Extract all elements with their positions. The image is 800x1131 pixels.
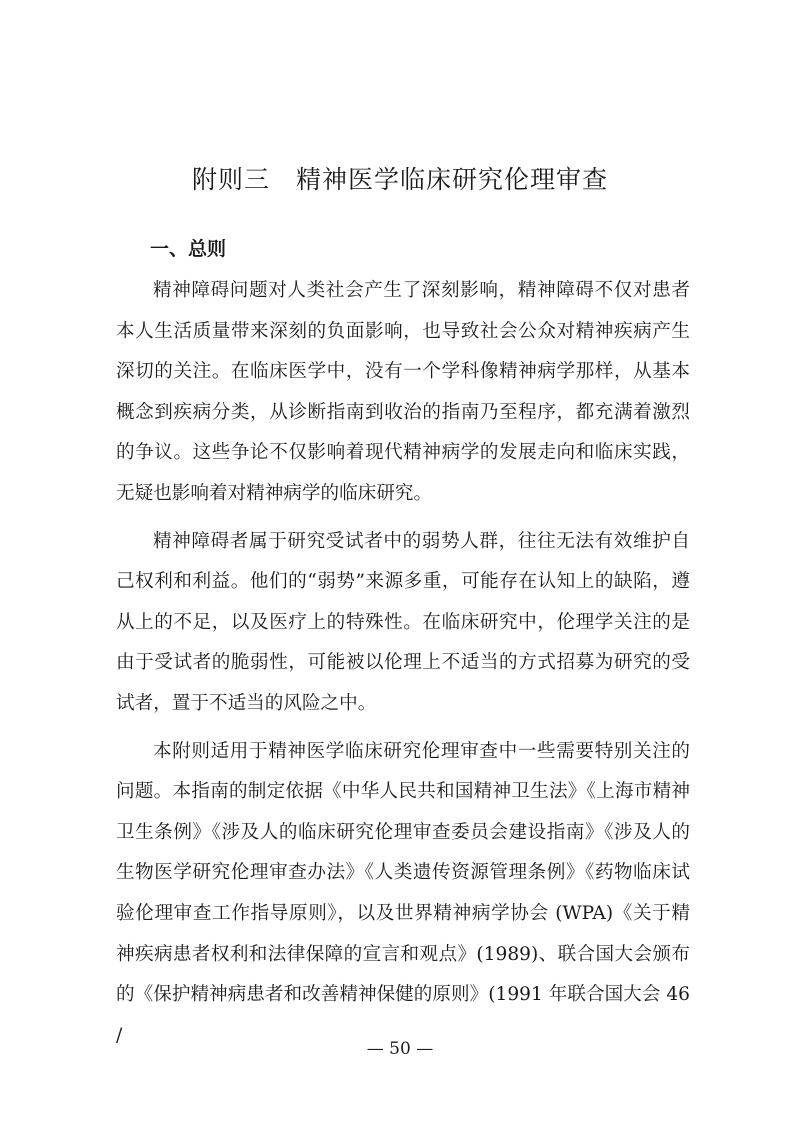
document-body: [116, 227, 690, 1063]
paragraph-1: 精神障碍问题对人类社会产生了深刻影响，精神障碍不仅对患者本人生活质量带来深刻的负面影响，也导致社会公众对精神疾病产生深切的关注。在临床医学中，没有一个学科像精神病学那样，从基本概念到疾病分类，从诊断指南到收治的指南乃至程序，都充满着激烈的争议。这些争论不仅影响着现代精神病学的发展走向和临床实践，无疑也影响着对精神病学的临床研究。: [116, 280, 690, 504]
section-heading: 一、总则: [150, 238, 227, 260]
page-number: — 50 —: [366, 1039, 434, 1059]
paragraph-3: 本附则适用于精神医学临床研究伦理审查中一些需要特别关注的问题。本指南的制定依据《中华人民共和国精神卫生法》《上海市精神卫生条例》《涉及人的临床研究伦理审查委员会建设指南》《涉及人的生物医学研究伦理审查办法》《人类遗传资源管理条例》《药物临床试验伦理审查工作指导原则》，以及世界精神病学协会 (WPA)《关于精神疾病患者权利和法律保障的宣言和观点》(1989)、联合国大会颁布的《保护精神病患者和改善精神保健的原则》(1991 年联合国大会 46 /: [116, 740, 690, 1046]
document-title: 附则三 精神医学临床研究伦理审查: [191, 165, 608, 194]
paragraph-2: 精神障碍者属于研究受试者中的弱势人群，往往无法有效维护自己权利和利益。他们的“弱势”来源多重，可能存在认知上的缺陷，遵从上的不足，以及医疗上的特殊性。在临床研究中，伦理学关注的是由于受试者的脆弱性，可能被以伦理上不适当的方式招募为研究的受试者，置于不适当的风险之中。: [116, 530, 690, 714]
